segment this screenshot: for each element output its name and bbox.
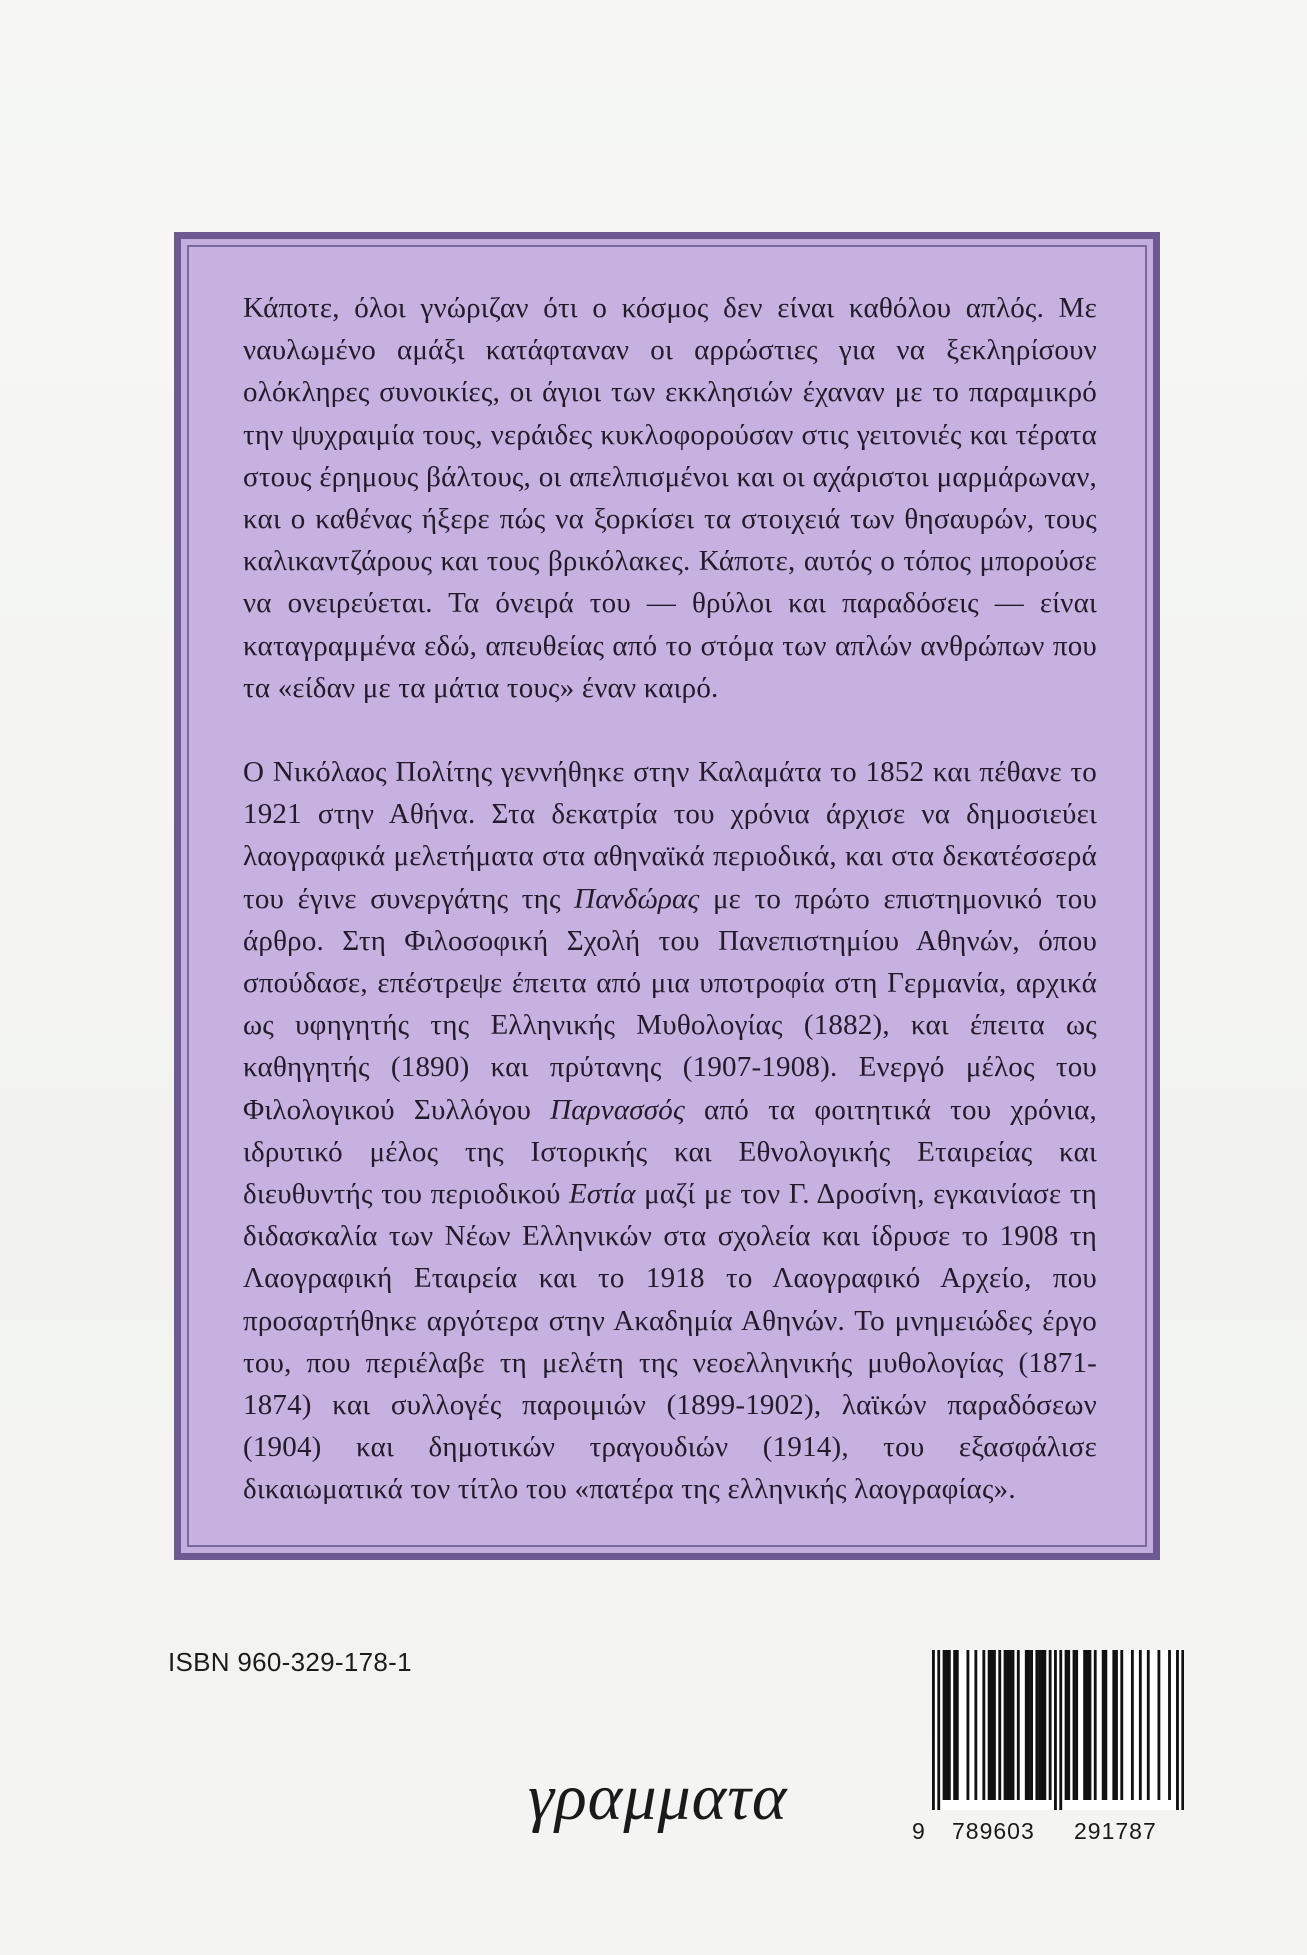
- barcode-bar: [1086, 1650, 1089, 1800]
- bio-italic-estia: Εστία: [568, 1178, 636, 1211]
- barcode-bar: [982, 1650, 985, 1800]
- barcode-bar: [1083, 1650, 1086, 1800]
- barcode-bar: [1168, 1650, 1171, 1800]
- barcode-bar: [1089, 1650, 1092, 1800]
- barcode-bar: [1041, 1650, 1044, 1800]
- barcode-bar: [1067, 1650, 1070, 1800]
- barcode-bar: [1181, 1650, 1184, 1810]
- barcode-bar: [1073, 1650, 1076, 1800]
- barcode-bar: [993, 1650, 996, 1800]
- barcode-bar: [1025, 1650, 1028, 1800]
- blurb-paragraph-1: Κάποτε, όλοι γνώριζαν ότι ο κόσμος δεν είναι καθόλου απλός. Με ναυλωμένο αμάξι κατάφταναν οι αρρώστιες για να ξεκληρίσουν ολόκληρες συνοικίες, οι άγιοι των εκκλησιών έχαναν με το παραμικρό την ψυχραιμία τους, νεράιδες κυκλοφορούσαν στις γειτονιές και τέρατα στους έρημους βάλτους, οι απελπισμένοι και οι αχάριστοι μαρμάρωναν, και ο καθένας ήξερε πώς να ξορκίσει τα στοιχειά των θησαυρών, τους καλικαντζάρους και τους βρικόλακες. Κάποτε, αυτός ο τόπος μπορούσε να ονειρεύεται. Τα όνειρά του — θρύλοι και παραδόσεις — είναι καταγραμμένα εδώ, απευθείας από το στόμα των απλών ανθρώπων που τα «είδαν με τα μάτια τους» έναν καιρό.: [243, 292, 1097, 704]
- barcode-bar: [1157, 1650, 1160, 1800]
- barcode-digits-right: 291787: [1074, 1818, 1157, 1844]
- barcode-bar: [948, 1650, 951, 1800]
- barcode-bar: [988, 1650, 991, 1800]
- publisher-logo: γραμματα: [528, 1761, 788, 1834]
- barcode-bar: [1139, 1650, 1142, 1800]
- barcode-bar: [1115, 1650, 1118, 1800]
- barcode-bar: [1176, 1650, 1179, 1810]
- blurb-frame: [174, 232, 1160, 1560]
- barcode-bar: [956, 1650, 959, 1800]
- barcode-bar: [1131, 1650, 1134, 1800]
- bio-text-4: μαζί με τον Γ. Δροσίνη, εγκαινίασε τη διδασκαλία των Νέων Ελληνικών στα σχολεία και ίδρυσε το 1908 τη Λαογραφική Εταιρεία και το 1918 το Λαογραφικό Αρχείο, που προσαρτήθηκε αργότερα στην Ακαδημία Αθηνών. Το μνημειώδες έργο του, που περιέλαβε τη μελέτη της νεοελληνικής μυθολογίας (1871-1874) και συλλογές παροιμιών (1899-1902), λαϊκών παραδόσεων (1904) και δημοτικών τραγουδιών (1914), του εξασφάλισε δικαιωματικά τον τίτλο του «πατέρα της ελληνικής λαογραφίας».: [243, 1178, 1097, 1506]
- barcode-bar: [990, 1650, 993, 1800]
- author-biography-paragraph: [243, 751, 1097, 1511]
- barcode-bar: [1043, 1650, 1046, 1800]
- barcode-bar: [953, 1650, 956, 1800]
- isbn-label: ISBN 960-329-178-1: [168, 1647, 412, 1677]
- barcode-bar: [966, 1650, 969, 1800]
- barcode-bar: [1147, 1650, 1150, 1800]
- barcode-bar: [1030, 1650, 1033, 1800]
- barcode-bar: [943, 1650, 946, 1800]
- barcode-bar: [1017, 1650, 1020, 1800]
- barcode-bar: [1059, 1650, 1062, 1810]
- barcode-bar: [1065, 1650, 1068, 1800]
- bio-text-1: Ο Νικόλαος Πολίτης γεννήθηκε στην Καλαμάτα το 1852 και πέθανε το 1921 στην Αθήνα. Στα δεκατρία του χρόνια άρχισε να δημοσιεύει λαογραφικά μελετήματα στα αθηναϊκά περιοδικά, και στα δεκατέσσερά του έγινε συνεργάτης της: [243, 756, 1097, 915]
- barcode-bar: [1102, 1650, 1105, 1800]
- barcode-digits-left: 789603: [952, 1818, 1035, 1844]
- barcode-bar: [1012, 1650, 1015, 1800]
- bio-italic-parnassos: Παρνασσός: [550, 1093, 685, 1126]
- barcode-bar: [1104, 1650, 1107, 1800]
- barcode-bar: [932, 1650, 935, 1810]
- barcode-digit-lead: 9: [912, 1818, 925, 1844]
- blurb-panel: [187, 245, 1147, 1547]
- barcode-bar: [974, 1650, 977, 1800]
- barcode-bar: [1054, 1650, 1057, 1810]
- barcode-bar: [1120, 1650, 1123, 1800]
- barcode-bar: [1035, 1650, 1038, 1800]
- barcode: [932, 1650, 1184, 1810]
- barcode-bar: [937, 1650, 940, 1810]
- barcode-bar: [1094, 1650, 1097, 1800]
- barcode-bar: [1009, 1650, 1012, 1800]
- barcode-bars: [932, 1650, 1184, 1810]
- barcode-bar: [1038, 1650, 1041, 1800]
- barcode-bar: [1004, 1650, 1007, 1800]
- barcode-bar: [1006, 1650, 1009, 1800]
- bio-text-3: από τα φοιτητικά του χρόνια, ιδρυτικό μέλος της Ιστορικής και Εθνολογικής Εταιρείας και διευθυντής του περιοδικού: [243, 1093, 1097, 1211]
- barcode-bar: [945, 1650, 948, 1800]
- barcode-bar: [1075, 1650, 1078, 1800]
- barcode-bar: [998, 1650, 1001, 1800]
- barcode-bar: [1049, 1650, 1052, 1800]
- bio-italic-pandora: Πανδώρας: [574, 882, 700, 915]
- barcode-bar: [1112, 1650, 1115, 1800]
- barcode-bar: [1027, 1650, 1030, 1800]
- bio-text-2: με το πρώτο επιστημονικό του άρθρο. Στη Φιλοσοφική Σχολή του Πανεπιστημίου Αθηνών, όπου σπούδασε, επέστρεψε έπειτα από μια υποτροφία στη Γερμανία, αρχικά ως υφηγητής της Ελληνικής Μυθολογίας (1882), και έπειτα ως καθηγητής (1890) και πρύτανης (1907-1908). Ενεργό μέλος του Φιλολογικού Συλλόγου: [243, 882, 1097, 1126]
